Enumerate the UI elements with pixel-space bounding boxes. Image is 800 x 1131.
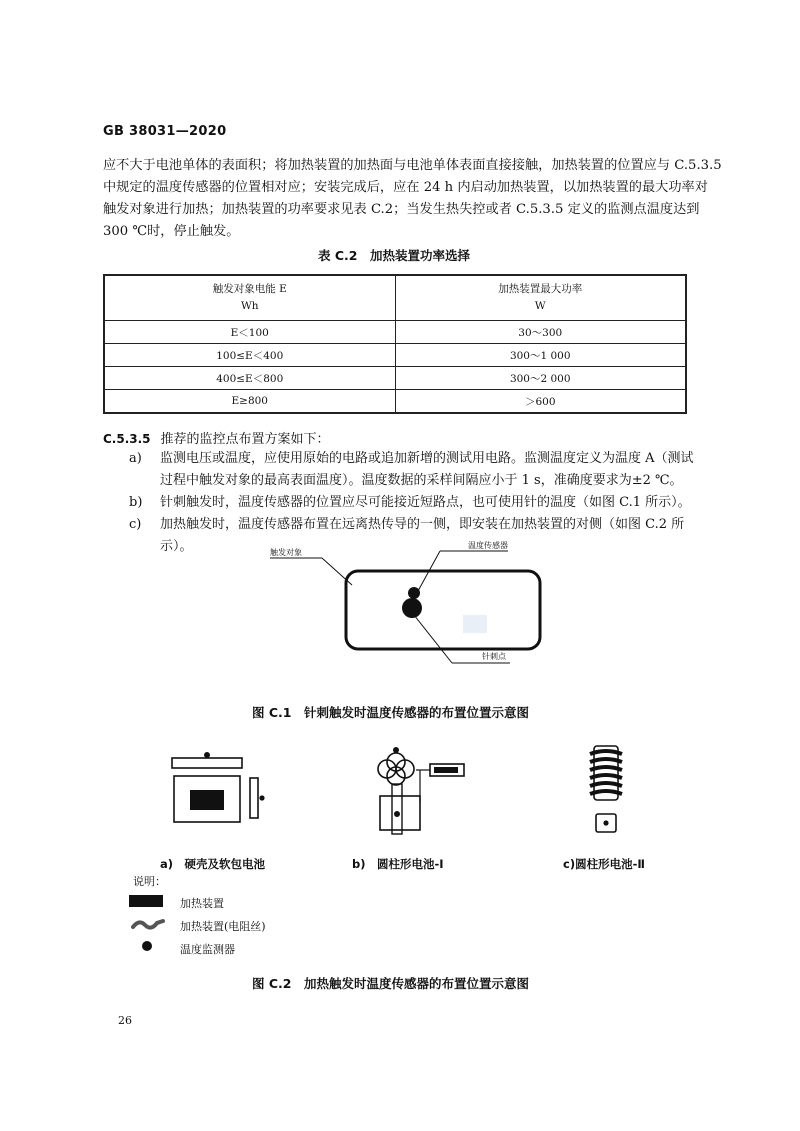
- list-item-line: 示）。: [160, 539, 193, 554]
- list-item-line: 针刺触发时，温度传感器的位置应尽可能接近短路点，也可使用针的温度（如图 C.1 所示）。: [160, 495, 691, 510]
- label-temp-sensor: 温度传感器: [468, 541, 508, 550]
- header-energy-label: 触发对象电能 E: [212, 283, 287, 295]
- temperature-sensor-dot: [204, 752, 210, 758]
- list-item-tag: c): [129, 517, 142, 532]
- label-trigger-object: 触发对象: [270, 548, 302, 557]
- temperature-sensor-dot: [393, 747, 399, 753]
- paragraph-line: 中规定的温度传感器的位置相对应；安装完成后，应在 24 h 内启动加热装置，以加热装置的最大功率对: [103, 180, 708, 195]
- list-item-line: 过程中触发对象的最高表面温度）。温度数据的采样间隔应小于 1 s，准确度要求为±2 ℃。: [160, 473, 683, 488]
- section-title: 推荐的监控点布置方案如下：: [160, 432, 330, 447]
- table-row: [104, 321, 686, 344]
- paragraph-line: 应不大于电池单体的表面积；将加热装置的加热面与电池单体表面直接接触，加热装置的位置应与 C.5.3.5: [103, 158, 722, 173]
- paragraph-line: 触发对象进行加热；加热装置的功率要求见表 C.2；当发生热失控或者 C.5.3.5 定义的监测点温度达到: [103, 202, 700, 217]
- table-cell: 300～2 000: [395, 367, 686, 390]
- temperature-sensor-dot: [394, 811, 400, 817]
- paragraph-line: 300 ℃时，停止触发。: [103, 224, 240, 239]
- cell-holder: [380, 796, 420, 830]
- table-cell: 30～300: [395, 321, 686, 344]
- watermark-logo: [463, 615, 487, 633]
- side-heating-plate: [250, 778, 258, 818]
- standard-code-header: GB 38031—2020: [103, 124, 227, 139]
- list-item-tag: b): [129, 495, 143, 510]
- figure-c2-caption: 图 C.2 加热触发时温度传感器的布置位置示意图: [252, 976, 529, 991]
- table-row: [104, 390, 686, 414]
- list-item: [103, 448, 693, 492]
- table-caption: 表 C.2 加热装置功率选择: [318, 248, 470, 263]
- table-cell: ＞600: [395, 390, 686, 414]
- section-number: C.5.3.5: [103, 432, 151, 446]
- intro-paragraph: [103, 155, 722, 243]
- needle-trigger-diagram: [260, 541, 560, 680]
- list-item-line: 加热触发时，温度传感器布置在远离热传导的一侧，即安装在加热装置的对侧（如图 C.2 所: [160, 517, 685, 532]
- list-item: [103, 492, 693, 514]
- legend-item-label: 加热装置(电阻丝): [180, 920, 266, 933]
- table-header-cell: [104, 275, 395, 321]
- leader-line: [322, 558, 352, 585]
- heating-block: [434, 767, 458, 773]
- table-row: [104, 367, 686, 390]
- legend-item-label: 温度监测器: [180, 943, 235, 956]
- table-cell: 400≤E＜800: [104, 367, 395, 390]
- sub-caption-a: a) 硬壳及软包电池: [160, 857, 266, 871]
- label-needle-point: 针刺点: [482, 652, 506, 661]
- temperature-sensor-dot: [408, 587, 420, 599]
- list-item-line: 监测电压或温度，应使用原始的电路或追加新增的测试用电路。监测温度定义为温度 A（测试: [160, 451, 694, 466]
- cell-outline: [346, 571, 540, 649]
- section-heading: [103, 428, 330, 447]
- table-cell: 300～1 000: [395, 344, 686, 367]
- heating-wire-icon: [133, 921, 163, 928]
- legend-item-label: 加热装置: [180, 897, 224, 910]
- table-cell: E≥800: [104, 390, 395, 414]
- heating-block-icon: [129, 895, 163, 907]
- table-cell: 100≤E＜400: [104, 344, 395, 367]
- heating-plate: [172, 758, 242, 768]
- table-header-row: [104, 275, 686, 321]
- temperature-sensor-dot: [603, 820, 608, 825]
- leader-line: [414, 615, 452, 663]
- sub-caption-c: c)圆柱形电池-Ⅱ: [563, 857, 645, 871]
- table-row: [104, 344, 686, 367]
- heating-block: [190, 790, 224, 810]
- sub-caption-b: b) 圆柱形电池-Ⅰ: [352, 857, 444, 871]
- power-selection-table: [103, 274, 687, 414]
- table-cell: E＜100: [104, 321, 395, 344]
- legend-icons: [129, 893, 169, 953]
- legend-title: 说明：: [133, 875, 166, 888]
- hard-shell-cell-diagram: [170, 748, 280, 828]
- cell-cylinder: [392, 784, 402, 834]
- page-number: 26: [118, 1014, 132, 1027]
- temperature-sensor-dot: [259, 795, 264, 800]
- cylindrical-cell-1-diagram: [372, 744, 472, 839]
- temperature-sensor-icon: [142, 941, 152, 951]
- cylindrical-cell-2-diagram: [586, 742, 626, 837]
- needle-point-dot: [402, 598, 422, 618]
- list-item-tag: a): [129, 451, 142, 466]
- table-header-cell: [395, 275, 686, 321]
- header-energy-unit: Wh: [240, 300, 259, 312]
- header-power-label: 加热装置最大功率: [498, 283, 583, 295]
- figure-c1-caption: 图 C.1 针刺触发时温度传感器的布置位置示意图: [252, 705, 529, 720]
- header-power-unit: W: [534, 300, 546, 312]
